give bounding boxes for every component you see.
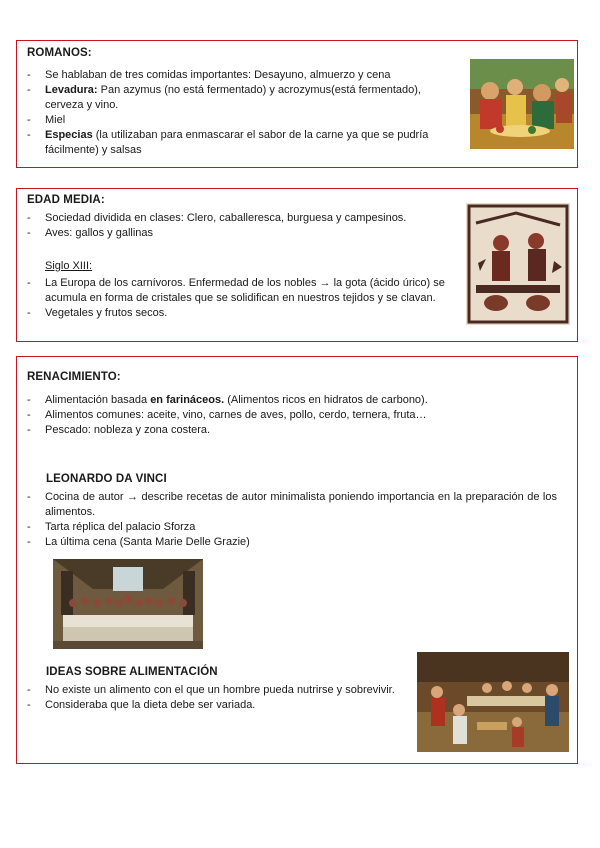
leonardo-list — [27, 490, 557, 550]
section-heading: EDAD MEDIA: — [27, 194, 105, 206]
edad-media-list — [27, 211, 457, 241]
list-item: - La última cena (Santa Marie Delle Grazie) — [27, 535, 557, 550]
renacimiento-list — [27, 393, 557, 438]
medieval-kitchen-woodcut — [466, 203, 570, 325]
leonardo-heading: LEONARDO DA VINCI — [46, 473, 167, 485]
subtitle-siglo-xiii: Siglo XIII: — [45, 260, 93, 272]
list-item: - No existe un alimento con el que un hombre pueda nutrirse y sobrevivir. — [27, 683, 407, 698]
list-item: - Miel — [27, 113, 457, 128]
section-renacimiento — [16, 356, 578, 764]
ideas-list — [27, 683, 407, 713]
last-supper-image — [53, 559, 203, 649]
section-romanos — [16, 40, 578, 168]
list-item: - Se hablaban de tres comidas importantes: Desayuno, almuerzo y cena — [27, 68, 457, 83]
list-item: - Alimentación basada en farináceos. (Alimentos ricos en hidratos de carbono). — [27, 393, 557, 408]
list-item: - Alimentos comunes: aceite, vino, carnes de aves, pollo, cerdo, ternera, fruta… — [27, 408, 557, 423]
list-item: - Cocina de autor → describe recetas de autor minimalista poniendo importancia en la preparación de los alimentos. — [27, 490, 557, 520]
list-item: - Sociedad dividida en clases: Clero, caballeresca, burguesa y campesinos. — [27, 211, 457, 226]
list-item: - La Europa de los carnívoros. Enfermedad de los nobles → la gota (ácido úrico) se acumula en forma de cristales que se solidifican en nuestros tejidos y se clavan. — [27, 276, 457, 306]
section-heading: ROMANOS: — [27, 47, 92, 59]
list-item: - Aves: gallos y gallinas — [27, 226, 457, 241]
peasant-wedding-image — [417, 652, 569, 752]
roman-banquet-image — [470, 59, 574, 149]
romanos-list — [27, 68, 457, 158]
list-item: - Levadura: Pan azymus (no está fermentado) y acrozymus(está fermentado), cerveza y vino. — [27, 83, 457, 113]
ideas-heading: IDEAS SOBRE ALIMENTACIÓN — [46, 666, 218, 678]
section-edad-media — [16, 188, 578, 342]
list-item: - Especias (la utilizaban para enmascarar el sabor de la carne ya que se pudría fácilmente) y salsas — [27, 128, 457, 158]
list-item: - Pescado: nobleza y zona costera. — [27, 423, 557, 438]
list-item: - Tarta réplica del palacio Sforza — [27, 520, 557, 535]
list-item: - Consideraba que la dieta debe ser variada. — [27, 698, 407, 713]
list-item: - Vegetales y frutos secos. — [27, 306, 457, 321]
section-heading: RENACIMIENTO: — [27, 371, 121, 383]
edad-media-list-2 — [27, 276, 457, 321]
